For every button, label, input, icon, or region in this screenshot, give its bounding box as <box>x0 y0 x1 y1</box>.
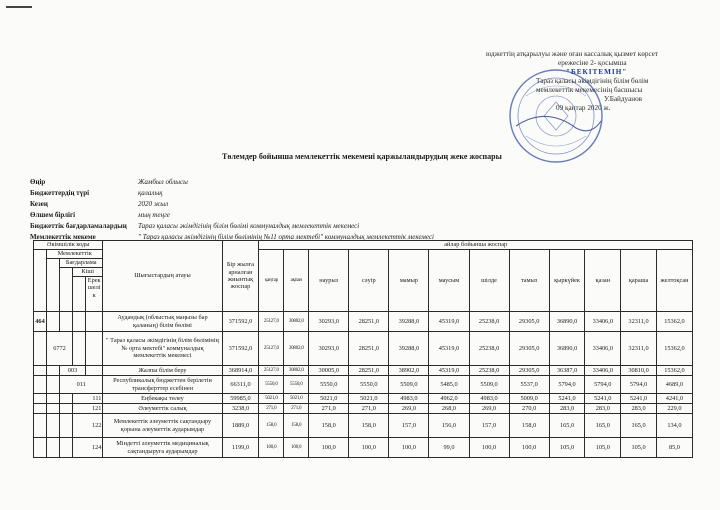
cell-month-value: 25238,0 <box>469 366 509 376</box>
header-spacer <box>34 250 47 312</box>
table-row <box>34 404 693 414</box>
cell-month-value: 165,0 <box>549 414 585 438</box>
cell-month-value: 25238,0 <box>469 332 509 366</box>
cell-month-value: 30293,0 <box>309 312 349 332</box>
table-body <box>34 241 693 458</box>
cell-month-value: 271,0 <box>349 404 389 414</box>
approval-line: Тараз қаласы әкімдігінің білім бөлім <box>536 77 649 85</box>
cell-month-value: 158,0 <box>509 414 549 438</box>
cell-month-value: 29305,0 <box>509 332 549 366</box>
cell-code <box>47 414 60 438</box>
cell-month-value: 5021,0 <box>349 394 389 404</box>
cell-month-value: 229,0 <box>656 404 692 414</box>
cell-month-value: 30802,0 <box>284 312 309 332</box>
cell-month-value: 283,0 <box>585 404 621 414</box>
cell-expense-name: Жалпы білім беру <box>103 366 222 376</box>
cell-month-value: 28251,0 <box>349 312 389 332</box>
cell-total: 371592,0 <box>222 312 259 332</box>
cell-code <box>73 312 86 332</box>
cell-month-value: 5794,0 <box>549 376 585 394</box>
cell-month-value: 100,0 <box>284 438 309 458</box>
cell-month-value: 158,0 <box>284 414 309 438</box>
cell-month-value: 5009,0 <box>509 394 549 404</box>
cell-month-value: 105,0 <box>621 438 657 458</box>
cell-month-value: 33406,0 <box>585 366 621 376</box>
header-annual-total: Бір жылға арналған жиынтық жоспар <box>222 241 259 312</box>
cell-code <box>34 438 47 458</box>
document-title: Төлемдер бойынша мемлекеттік мекемені қаржыландырудың жеке жоспары <box>222 152 502 161</box>
cell-month-value: 165,0 <box>585 414 621 438</box>
cell-total: 66311,0 <box>222 376 259 394</box>
cell-month-value: 5794,0 <box>585 376 621 394</box>
cell-month-value: 5241,0 <box>549 394 585 404</box>
cell-month-value: 30810,0 <box>621 366 657 376</box>
cell-month-value: 25127,0 <box>259 312 284 332</box>
cell-code <box>47 404 60 414</box>
cell-month-value: 99,0 <box>429 438 469 458</box>
month-header: ақпан <box>284 250 309 312</box>
table-row <box>34 332 693 366</box>
cell-subprogram-code: 011 <box>60 376 103 394</box>
cell-month-value: 85,0 <box>656 438 692 458</box>
cell-month-value: 5485,0 <box>429 376 469 394</box>
meta-value: мың теңге <box>138 211 170 219</box>
table-row <box>34 438 693 458</box>
cell-month-value: 45319,0 <box>429 366 469 376</box>
meta-value: Тараз қаласы әкімдігінің білім бөлімі коммуналдық мемлекеттік мекемесі <box>138 222 360 230</box>
cell-program-code: 003 <box>60 366 86 376</box>
cell-month-value: 33406,0 <box>585 312 621 332</box>
cell-month-value: 39288,0 <box>389 312 429 332</box>
cell-month-value: 100,0 <box>389 438 429 458</box>
month-header: қаңтар <box>259 250 284 312</box>
cell-month-value: 5021,0 <box>284 394 309 404</box>
cell-month-value: 4241,0 <box>656 394 692 404</box>
header-state: Мемлекеттік <box>47 250 103 259</box>
approval-signer: У.Байдуанов <box>604 95 643 103</box>
header-spacer <box>73 277 86 312</box>
cell-expense-name: " Тараз қаласы әкімдігінің білім бөлімінің № орта мектебі" коммуналдық мемлекеттік мекемесі <box>103 332 222 366</box>
cell-month-value: 30802,0 <box>284 366 309 376</box>
meta-label: Өлшем бірлігі <box>30 211 76 219</box>
cell-month-value: 100,0 <box>259 438 284 458</box>
cell-specific-code: 121 <box>73 404 103 414</box>
cell-code <box>34 366 47 376</box>
cell-total: 3238,0 <box>222 404 259 414</box>
cell-month-value: 36890,0 <box>549 312 585 332</box>
meta-value: 2020 жыл <box>138 200 169 208</box>
cell-expense-name: Аудандық (облыстық маңызы бар қаланың) білім бөлімі <box>103 312 222 332</box>
approval-line: юджеттің атқарылуы және оған кассалық қызмет көрсет <box>486 50 659 58</box>
cell-expense-name: Мемлекеттік әлеуметтік сақтандыру қорына әлеуметтік аударымдар <box>103 414 222 438</box>
cell-month-value: 30293,0 <box>309 332 349 366</box>
cell-month-value: 269,0 <box>389 404 429 414</box>
cell-expense-name: Міндетті әлеуметтік медициналық сақтандыруға аударымдар <box>103 438 222 458</box>
cell-month-value: 283,0 <box>621 404 657 414</box>
table-row <box>34 414 693 438</box>
header-subprogram: Кіші <box>73 268 103 277</box>
meta-label: Бюджеттердің түрі <box>30 189 90 197</box>
cell-month-value: 29305,0 <box>509 366 549 376</box>
month-header: желтоқсан <box>656 250 692 312</box>
cell-month-value: 30005,0 <box>309 366 349 376</box>
cell-month-value: 156,0 <box>429 414 469 438</box>
month-header: наурыз <box>309 250 349 312</box>
table-row <box>34 376 693 394</box>
approval-date: 09 қаңтар 2020 ж. <box>556 104 611 112</box>
cell-code <box>73 332 86 366</box>
meta-value: " Тараз қаласы әкімдігінің білім бөлімінің №11 орта мектебі" коммуналдық мемлекеттік мекемесі <box>138 233 434 241</box>
finance-plan-table <box>33 240 693 458</box>
meta-label: Бюджеттік бағдарламалардың <box>30 222 127 230</box>
cell-month-value: 45319,0 <box>429 312 469 332</box>
cell-month-value: 5794,0 <box>621 376 657 394</box>
cell-month-value: 30802,0 <box>284 332 309 366</box>
cell-month-value: 165,0 <box>621 414 657 438</box>
cell-code <box>60 394 73 404</box>
cell-code <box>47 312 60 332</box>
cell-month-value: 158,0 <box>259 414 284 438</box>
cell-month-value: 100,0 <box>469 438 509 458</box>
header-program: Бағдарлама <box>60 259 103 268</box>
meta-value: Жамбыл облысы <box>138 178 188 186</box>
approval-heading: "БЕКІТЕМІН" <box>566 68 628 76</box>
header-spacer <box>60 268 73 312</box>
cell-month-value: 268,0 <box>429 404 469 414</box>
month-header: мамыр <box>389 250 429 312</box>
cell-month-value: 32311,0 <box>621 332 657 366</box>
meta-label: Өңір <box>30 178 46 186</box>
cell-admin-code: 464 <box>34 312 47 332</box>
cell-month-value: 4689,0 <box>656 376 692 394</box>
cell-code <box>34 414 47 438</box>
cell-month-value: 5550,0 <box>259 376 284 394</box>
cell-month-value: 5550,0 <box>284 376 309 394</box>
cell-expense-name: Республикалық бюджеттен берілетін трансферттер есебінен <box>103 376 222 394</box>
cell-admin-code: 6772 <box>47 332 73 366</box>
cell-month-value: 4983,0 <box>469 394 509 404</box>
cell-month-value: 38902,0 <box>389 366 429 376</box>
header-specifics: Ерекшелік <box>86 277 103 312</box>
approval-line: ережесіне 2- қосымша <box>558 59 627 67</box>
cell-month-value: 29305,0 <box>509 312 549 332</box>
cell-specific-code: 122 <box>73 414 103 438</box>
cell-code <box>86 332 103 366</box>
cell-month-value: 33406,0 <box>585 332 621 366</box>
cell-month-value: 15362,0 <box>656 332 692 366</box>
meta-label: Кезең <box>30 200 48 208</box>
cell-month-value: 158,0 <box>309 414 349 438</box>
table-row <box>34 312 693 332</box>
month-header: қыркүйек <box>549 250 585 312</box>
binder-mark <box>6 6 32 8</box>
cell-month-value: 283,0 <box>549 404 585 414</box>
cell-month-value: 15362,0 <box>656 366 692 376</box>
cell-total: 1889,0 <box>222 414 259 438</box>
cell-code <box>34 404 47 414</box>
cell-month-value: 271,0 <box>259 404 284 414</box>
cell-code <box>60 404 73 414</box>
cell-month-value: 157,0 <box>389 414 429 438</box>
cell-month-value: 5550,0 <box>309 376 349 394</box>
cell-code <box>86 366 103 376</box>
cell-month-value: 39288,0 <box>389 332 429 366</box>
cell-month-value: 25127,0 <box>259 332 284 366</box>
cell-month-value: 5021,0 <box>259 394 284 404</box>
cell-code <box>47 438 60 458</box>
cell-code <box>47 394 60 404</box>
cell-month-value: 100,0 <box>309 438 349 458</box>
cell-total: 59985,0 <box>222 394 259 404</box>
approval-line: мемлекеттік мекемесінің басшысы <box>536 86 643 94</box>
cell-specific-code: 124 <box>73 438 103 458</box>
header-expense-name: Шығыстардың атауы <box>103 241 222 312</box>
cell-month-value: 25238,0 <box>469 312 509 332</box>
cell-code <box>34 376 47 394</box>
cell-month-value: 5550,0 <box>349 376 389 394</box>
cell-month-value: 100,0 <box>509 438 549 458</box>
cell-month-value: 5537,0 <box>509 376 549 394</box>
cell-total: 368914,0 <box>222 366 259 376</box>
cell-expense-name: Еңбекақы төлеу <box>103 394 222 404</box>
cell-month-value: 4962,0 <box>429 394 469 404</box>
cell-month-value: 5241,0 <box>585 394 621 404</box>
header-spacer <box>47 259 60 312</box>
cell-code <box>60 312 73 332</box>
month-header: маусым <box>429 250 469 312</box>
cell-month-value: 28251,0 <box>349 366 389 376</box>
cell-month-value: 105,0 <box>585 438 621 458</box>
cell-month-value: 32311,0 <box>621 312 657 332</box>
cell-month-value: 28251,0 <box>349 332 389 366</box>
cell-month-value: 5021,0 <box>309 394 349 404</box>
month-header: шілде <box>469 250 509 312</box>
table-row <box>34 366 693 376</box>
cell-month-value: 105,0 <box>549 438 585 458</box>
cell-specific-code: 111 <box>73 394 103 404</box>
cell-month-value: 36387,0 <box>549 366 585 376</box>
cell-code <box>60 414 73 438</box>
cell-month-value: 5241,0 <box>621 394 657 404</box>
cell-month-value: 45319,0 <box>429 332 469 366</box>
cell-month-value: 271,0 <box>309 404 349 414</box>
cell-month-value: 158,0 <box>349 414 389 438</box>
month-header: сәуір <box>349 250 389 312</box>
table-row <box>34 394 693 404</box>
cell-month-value: 15362,0 <box>656 312 692 332</box>
cell-month-value: 5509,0 <box>389 376 429 394</box>
header-admin-codes: Әкімшілік коды <box>34 241 103 250</box>
cell-code <box>47 376 60 394</box>
meta-label: Мемлекеттік мекеме <box>30 233 96 241</box>
cell-expense-name: Әлеуметтік салық <box>103 404 222 414</box>
month-header: тамыз <box>509 250 549 312</box>
cell-month-value: 134,0 <box>656 414 692 438</box>
cell-code <box>47 366 60 376</box>
month-header: қараша <box>621 250 657 312</box>
cell-month-value: 157,0 <box>469 414 509 438</box>
official-stamp <box>506 66 606 166</box>
cell-month-value: 271,0 <box>284 404 309 414</box>
header-monthly-plan: айлар бойынша жоспар <box>259 241 693 250</box>
meta-value: қалалық <box>138 189 163 197</box>
cell-month-value: 36890,0 <box>549 332 585 366</box>
cell-month-value: 5509,0 <box>469 376 509 394</box>
cell-code <box>60 438 73 458</box>
cell-month-value: 4983,0 <box>389 394 429 404</box>
cell-total: 371592,0 <box>222 332 259 366</box>
cell-month-value: 100,0 <box>349 438 389 458</box>
cell-month-value: 270,0 <box>509 404 549 414</box>
cell-code <box>34 332 47 366</box>
cell-code <box>34 394 47 404</box>
cell-month-value: 25127,0 <box>259 366 284 376</box>
cell-total: 1199,0 <box>222 438 259 458</box>
cell-month-value: 269,0 <box>469 404 509 414</box>
cell-code <box>86 312 103 332</box>
month-header: қазан <box>585 250 621 312</box>
